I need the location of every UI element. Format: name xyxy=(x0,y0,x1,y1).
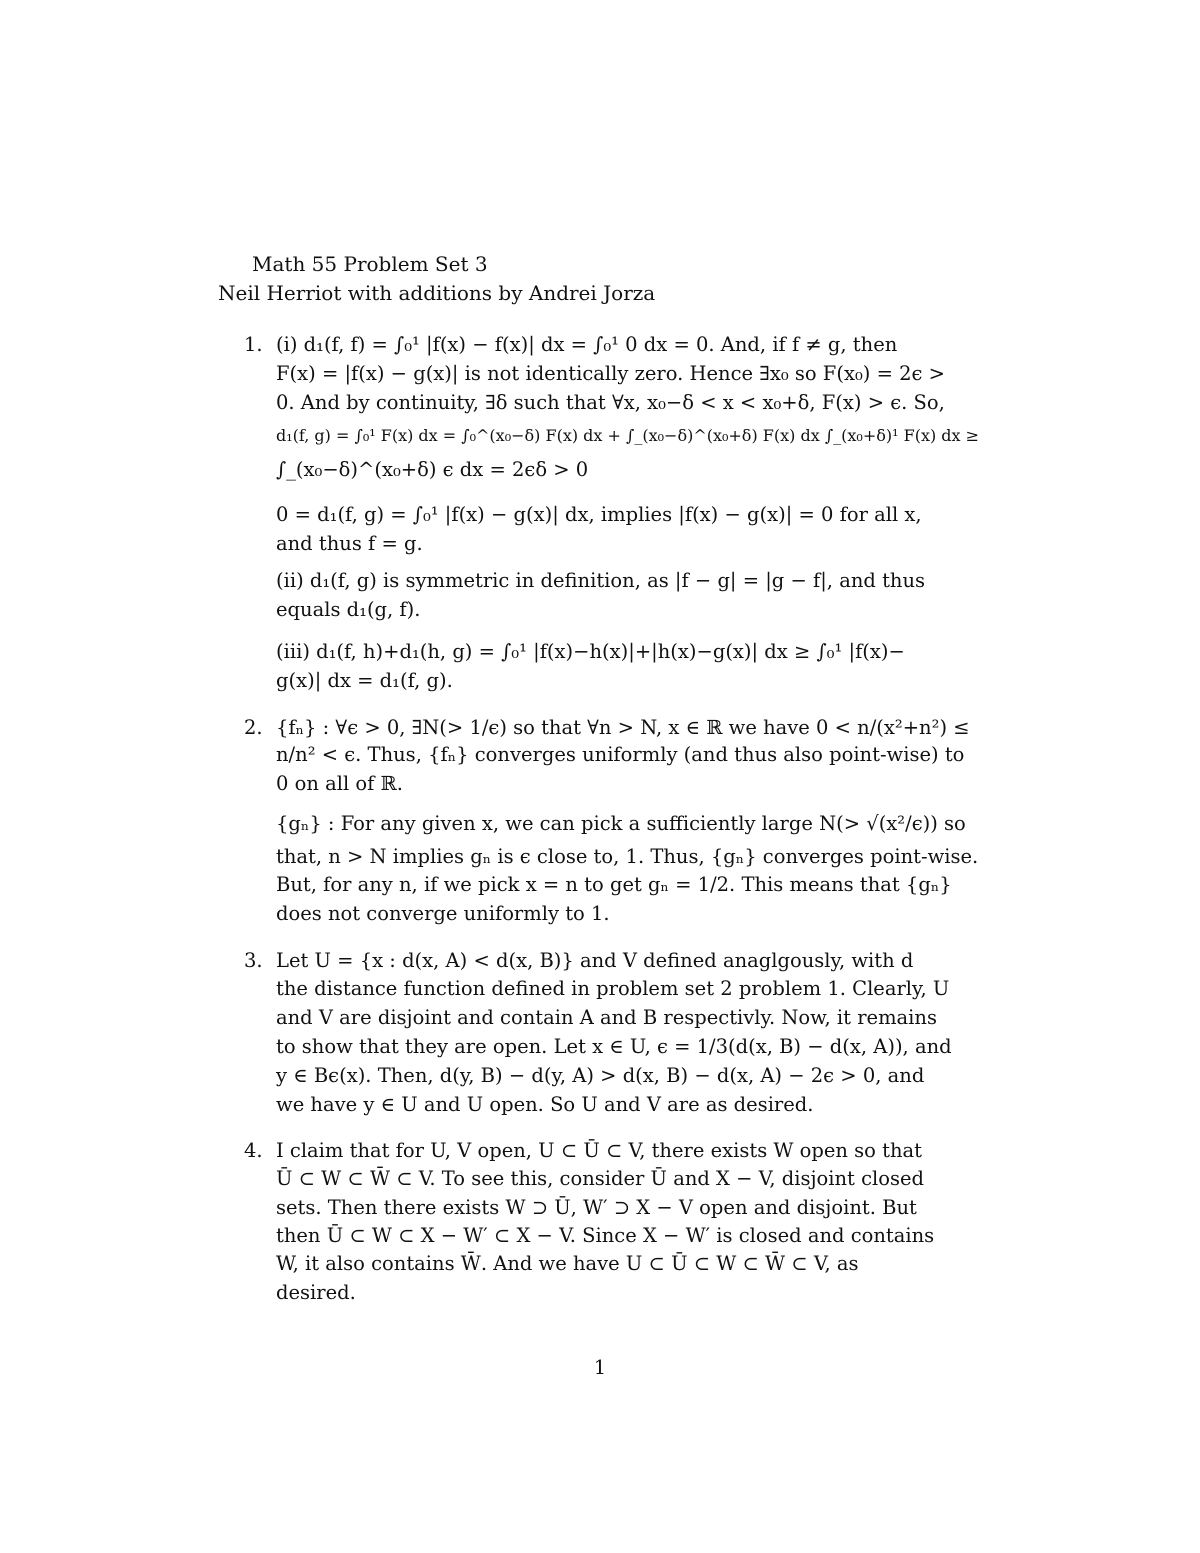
problem-line: and thus f = g. xyxy=(276,532,423,555)
problem-line: (ii) d₁(f, g) is symmetric in definition, as |f − g| = |g − f|, and thus xyxy=(276,569,926,592)
problem-number: 4. xyxy=(244,1139,263,1162)
problem-number: 1. xyxy=(244,333,263,356)
problem-line: d₁(f, g) = ∫₀¹ F(x) dx = ∫₀^(x₀−δ) F(x) dx + ∫_(x₀−δ)^(x₀+δ) F(x) dx ∫_(x₀+δ)¹ F(x) dx ≥ xyxy=(276,426,980,445)
page-number: 1 xyxy=(593,1356,607,1379)
authors-line: Neil Herriot with additions by Andrei Jorza xyxy=(218,281,656,305)
problem-line: and V are disjoint and contain A and B respectivly. Now, it remains xyxy=(276,1006,937,1029)
problem-line: W, it also contains W̄. And we have U ⊂ Ū ⊂ W ⊂ W̄ ⊂ V, as xyxy=(276,1252,859,1275)
problem-line: ∫_(x₀−δ)^(x₀+δ) ϵ dx = 2ϵδ > 0 xyxy=(276,458,589,481)
problem-line: then Ū ⊂ W ⊂ X − W′ ⊂ X − V. Since X − W′ is closed and contains xyxy=(276,1224,935,1247)
problem-line: 0 on all of ℝ. xyxy=(276,772,403,795)
problem-line: I claim that for U, V open, U ⊂ Ū ⊂ V, there exists W open so that xyxy=(276,1139,922,1162)
problem-line: (iii) d₁(f, h)+d₁(h, g) = ∫₀¹ |f(x)−h(x)|+|h(x)−g(x)| dx ≥ ∫₀¹ |f(x)− xyxy=(276,640,905,663)
problem-line: Ū ⊂ W ⊂ W̄ ⊂ V. To see this, consider Ū and X − V, disjoint closed xyxy=(276,1167,925,1190)
problem-line: {fₙ} : ∀ϵ > 0, ∃N(> 1/ϵ) so that ∀n > N, x ∈ ℝ we have 0 < n/(x²+n²) ≤ xyxy=(276,716,970,739)
problem-line: But, for any n, if we pick x = n to get gₙ = 1/2. This means that {gₙ} xyxy=(276,873,952,896)
problem-line: 0. And by continuity, ∃δ such that ∀x, x₀−δ < x < x₀+δ, F(x) > ϵ. So, xyxy=(276,391,945,414)
page-title: Math 55 Problem Set 3 xyxy=(252,252,488,276)
problem-line: 0 = d₁(f, g) = ∫₀¹ |f(x) − g(x)| dx, implies |f(x) − g(x)| = 0 for all x, xyxy=(276,503,922,526)
problem-line: we have y ∈ U and U open. So U and V are as desired. xyxy=(276,1093,814,1116)
problem-line: (i) d₁(f, f) = ∫₀¹ |f(x) − f(x)| dx = ∫₀¹ 0 dx = 0. And, if f ≠ g, then xyxy=(276,333,898,356)
problem-line: sets. Then there exists W ⊃ Ū, W′ ⊃ X − V open and disjoint. But xyxy=(276,1196,917,1219)
problem-line: F(x) = |f(x) − g(x)| is not identically zero. Hence ∃x₀ so F(x₀) = 2ϵ > xyxy=(276,362,945,385)
problem-line: desired. xyxy=(276,1281,356,1304)
problem-number: 2. xyxy=(244,716,263,739)
problem-line: that, n > N implies gₙ is ϵ close to, 1. Thus, {gₙ} converges point-wise. xyxy=(276,845,979,868)
problem-line: equals d₁(g, f). xyxy=(276,598,421,621)
problem-line: y ∈ Bϵ(x). Then, d(y, B) − d(y, A) > d(x, B) − d(x, A) − 2ϵ > 0, and xyxy=(276,1064,925,1087)
problem-line: {gₙ} : For any given x, we can pick a sufficiently large N(> √(x²/ϵ)) so xyxy=(276,812,966,835)
problem-number: 3. xyxy=(244,949,263,972)
problem-line: Let U = {x : d(x, A) < d(x, B)} and V defined anaglgously, with d xyxy=(276,949,914,972)
problem-line: n/n² < ϵ. Thus, {fₙ} converges uniformly (and thus also point-wise) to xyxy=(276,743,965,766)
problem-line: does not converge uniformly to 1. xyxy=(276,902,610,925)
problem-line: the distance function defined in problem set 2 problem 1. Clearly, U xyxy=(276,977,950,1000)
problem-line: to show that they are open. Let x ∈ U, ϵ = 1/3(d(x, B) − d(x, A)), and xyxy=(276,1035,952,1058)
problem-line: g(x)| dx = d₁(f, g). xyxy=(276,669,453,692)
